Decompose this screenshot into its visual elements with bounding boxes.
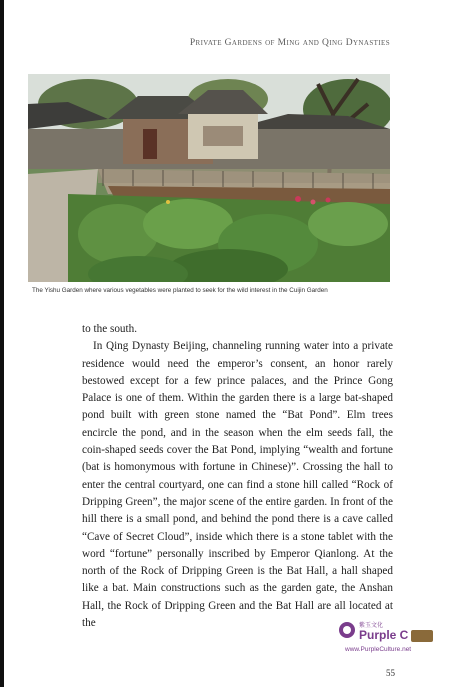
garden-photo-illustration bbox=[28, 74, 390, 282]
page-edge-bar bbox=[0, 0, 4, 687]
watermark-badge bbox=[411, 630, 433, 642]
watermark-chinese: 紫玉文化 bbox=[359, 622, 384, 629]
garden-photo bbox=[28, 74, 390, 282]
continuation-line: to the south. bbox=[82, 323, 138, 335]
main-paragraph: In Qing Dynasty Beijing, channeling running water into a private residence would need the emperor’s consent, an honor rarely bestowed except for a few prince palaces, and the Prince Gong Palace is one of them. Within the garden there is a large bat-shaped pond built with green stone named the “Bat Pond”. Elm trees encircle the pond, and in the season when the elm seeds fall, the coin-shaped seeds cover the Bat Pond, implying “wealth and fortune (bat is homonymous with fortune in Chinese)”. Crossing the hall to enter the central courtyard, one can find a stone hill called “Rock of Dripping Green”, the major scene of the entire garden. In front of the hill there is a small pond, and behind the pond there is a cave called “Cave of Secret Cloud”, inside which there is a stone tablet with the word “fortune” personally inscribed by Emperor Qianlong. At the north of the Rock of Dripping Green is the Bat Hall, a hall shaped like a bat. Main constructions such as the garden gate, the Anshan Hall, the Rock of Dripping Green and the Bat Hall are all located at the bbox=[82, 340, 393, 630]
watermark-url: www.PurpleCulture.net bbox=[345, 646, 412, 653]
running-head: Private Gardens of Ming and Qing Dynasties bbox=[189, 38, 390, 48]
purple-culture-watermark bbox=[339, 620, 435, 664]
photo-caption: The Yishu Garden where various vegetables were planted to seek for the wild interest in the Cuijin Garden bbox=[32, 287, 328, 294]
body-text bbox=[82, 321, 393, 632]
watermark-brand: Purple C bbox=[359, 628, 409, 642]
page-number: 55 bbox=[386, 668, 395, 678]
purple-culture-logo-icon bbox=[339, 622, 355, 638]
